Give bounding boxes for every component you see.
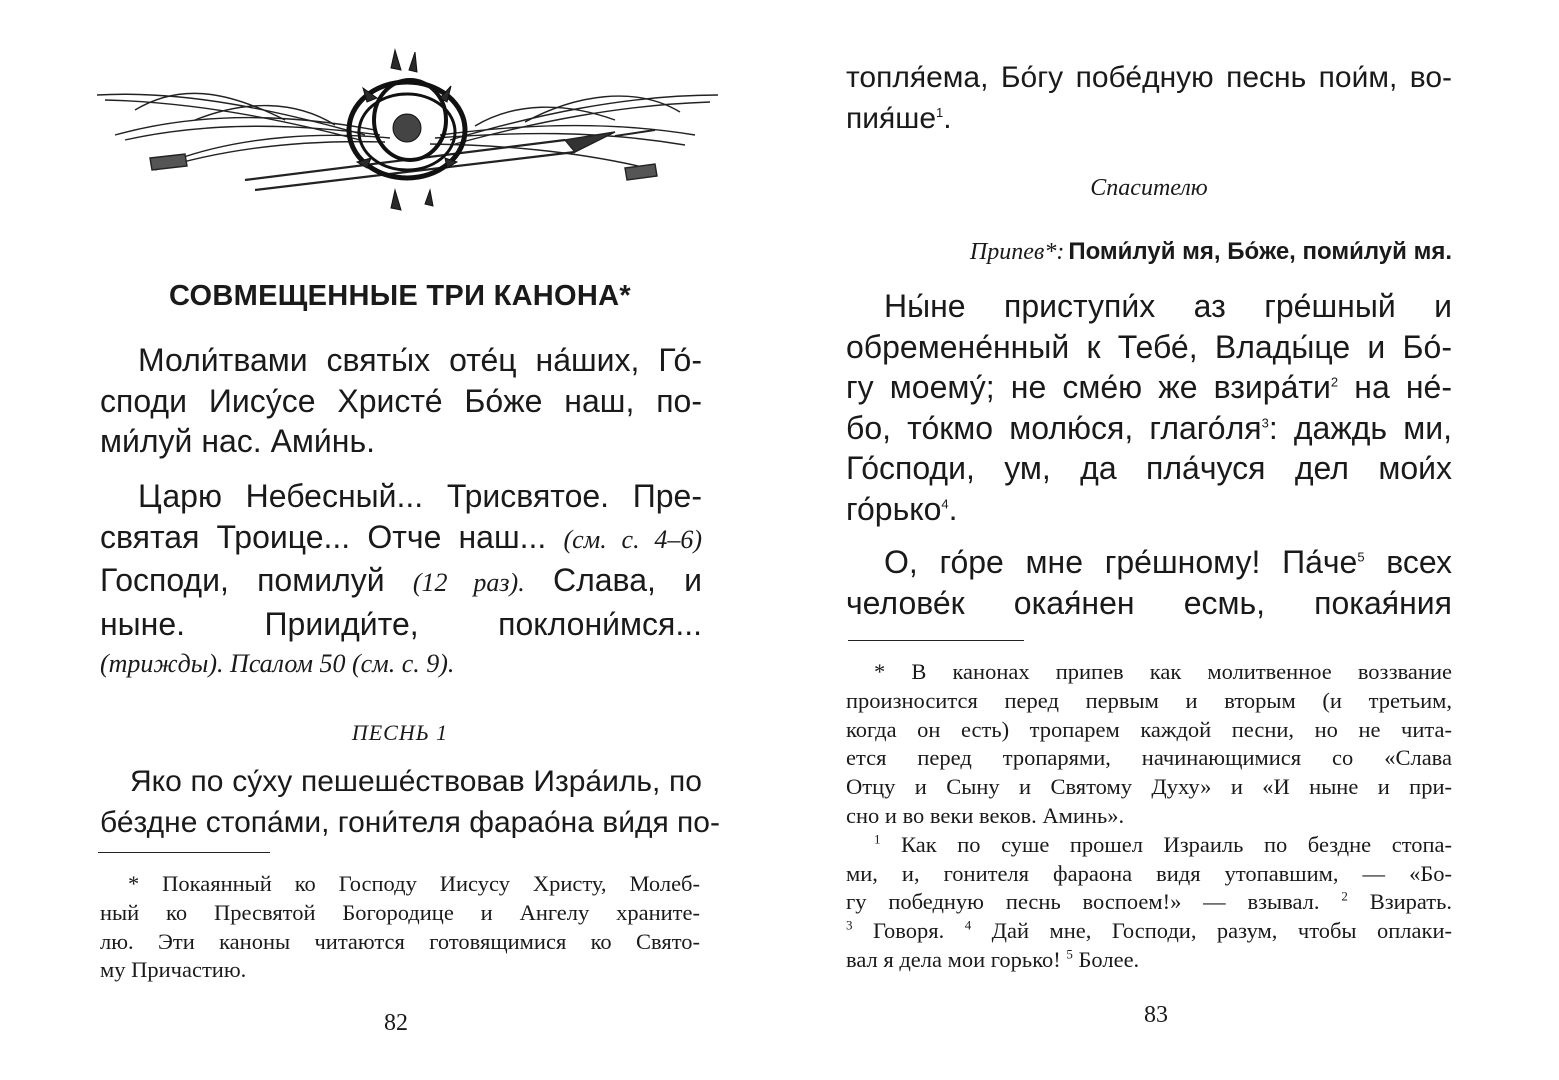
footnote bbox=[100, 870, 700, 985]
text-line: топля́ема, Бо́гу побе́дную песнь пои́м, во- bbox=[846, 61, 1452, 94]
footnote-line: лю. Эти каноны читаются готовящимися ко Свято- bbox=[100, 928, 700, 954]
text-span: го́рько bbox=[846, 490, 942, 527]
text-line bbox=[846, 542, 1452, 583]
refrain-text: Поми́луй мя, Бо́же, поми́луй мя. bbox=[1068, 238, 1452, 265]
footnote-line bbox=[846, 888, 1452, 917]
text-span: Как по суше прошел Израиль по бездне стопа- bbox=[880, 831, 1452, 857]
ornament-crown-of-thorns-illustration bbox=[95, 40, 720, 215]
text-span: Господи, помилуй bbox=[100, 562, 385, 598]
text-line: Ны́не приступи́х аз гре́шный и bbox=[884, 288, 1452, 324]
text-span: на не́- bbox=[1338, 369, 1452, 405]
section-heading: Спасителю bbox=[1090, 175, 1208, 201]
refrain-label: Припев*: bbox=[969, 239, 1065, 265]
text-span: Дай мне, Господи, разум, чтобы оплаки- bbox=[971, 918, 1452, 944]
footnote-line bbox=[846, 917, 1452, 946]
text-span: : даждь ми, bbox=[1268, 409, 1453, 446]
text-line bbox=[846, 99, 1452, 140]
canon-title: СОВМЕЩЕННЫЕ ТРИ КАНОНА* bbox=[169, 280, 631, 312]
text-line: Царю Небесный... Трисвятое. Пре- bbox=[138, 478, 702, 514]
troparion-2 bbox=[846, 542, 1452, 623]
footnote-marker: 3 bbox=[846, 917, 853, 933]
text-span: Более. bbox=[1072, 946, 1140, 972]
footnote-marker: 2 bbox=[1341, 888, 1348, 904]
footnote-line: ми, и, гонителя фараона видя утопавшим, — «Бо- bbox=[846, 860, 1452, 886]
text-span: вал я дела мои горько! bbox=[846, 946, 1061, 972]
footnote-line: сно и во веки веков. Аминь». bbox=[846, 802, 1125, 828]
text-line: Моли́твами святы́х оте́ц на́ших, Го́- bbox=[138, 342, 702, 378]
text-span: пия́ше bbox=[846, 101, 936, 135]
footnote-divider bbox=[98, 852, 270, 853]
text-span: Говоря. bbox=[852, 918, 945, 944]
text-span: гу моему́; не сме́ю же взира́ти bbox=[846, 369, 1331, 405]
footnotes bbox=[846, 658, 1452, 975]
preliminary-prayers bbox=[100, 476, 702, 685]
text-span: всех bbox=[1364, 544, 1453, 580]
footnote-marker: 1 bbox=[936, 104, 944, 120]
irmos-text bbox=[100, 762, 720, 843]
text-line: челове́к окая́нен есмь, покая́ния bbox=[846, 584, 1452, 621]
footnote-marker: 4 bbox=[941, 495, 949, 511]
footnote-line: Отцу и Сыну и Святому Духу» и «И ныне и при- bbox=[846, 774, 1452, 800]
text-span: гу победную песнь воспоем!» — взывал. bbox=[846, 889, 1320, 915]
text-span: О, го́ре мне гре́шному! Па́че bbox=[884, 544, 1358, 580]
troparion-1 bbox=[846, 286, 1452, 529]
footnote-line: ный ко Пресвятой Богородице и Ангелу храните- bbox=[100, 899, 700, 925]
text-span: бо, то́кмо молю́ся, глаго́ля bbox=[846, 409, 1262, 446]
footnote-marker: 3 bbox=[1261, 414, 1269, 430]
footnote-divider bbox=[848, 640, 1024, 641]
footnote-line: * Покаянный ко Господу Иисусу Христу, Молеб- bbox=[128, 871, 700, 896]
rubric-line: (трижды). Псалом 50 (см. с. 9). bbox=[100, 649, 455, 678]
irmos-continuation bbox=[846, 58, 1452, 139]
text-line: ныне. Прииди́те, поклони́мся... bbox=[100, 605, 702, 642]
page-number: 82 bbox=[384, 1010, 408, 1036]
text-line bbox=[846, 489, 1452, 530]
page-number: 83 bbox=[1144, 1002, 1168, 1028]
text-line: обремене́нный к Тебе́, Влады́це и Бо́- bbox=[846, 328, 1452, 365]
song-heading: ПЕСНЬ 1 bbox=[351, 720, 449, 745]
text-line bbox=[100, 517, 702, 561]
footnote-line: ется перед тропарями, начинающимися со «Слава bbox=[846, 745, 1452, 771]
footnote-line: произносится перед первым и вторым (и третьим, bbox=[846, 687, 1452, 713]
text-line bbox=[846, 367, 1452, 408]
footnote-line bbox=[846, 946, 1452, 975]
footnote-marker: 5 bbox=[1357, 549, 1365, 565]
footnote-marker: 4 bbox=[964, 917, 972, 933]
footnote-marker: 5 bbox=[1066, 946, 1073, 962]
footnote-line bbox=[846, 831, 1452, 860]
footnote-line: му Причастию. bbox=[100, 957, 247, 983]
right-page bbox=[780, 0, 1559, 1080]
refrain-line bbox=[846, 238, 1452, 266]
footnote-line: когда он есть) тропарем каждой песни, но не чита- bbox=[846, 716, 1452, 742]
footnote-marker: 2 bbox=[1330, 374, 1339, 390]
text-span: святая Троице... Отче наш... bbox=[100, 518, 547, 555]
page-reference: (см. с. 4–6) bbox=[563, 524, 702, 554]
repeat-instruction: (12 раз). bbox=[412, 568, 525, 597]
text-span: Слава, и bbox=[552, 562, 702, 598]
footnote-marker: 1 bbox=[874, 831, 881, 847]
text-line bbox=[100, 560, 702, 604]
opening-prayer bbox=[100, 340, 702, 462]
text-span: . bbox=[948, 490, 958, 527]
text-line: Яко по су́ху пешеше́ствовав Изра́иль, по bbox=[130, 765, 702, 798]
text-span: Взирать. bbox=[1347, 889, 1453, 915]
text-span: . bbox=[943, 101, 952, 135]
text-line: бе́здне стопа́ми, гони́теля фарао́на ви́дя по- bbox=[100, 805, 720, 839]
footnote-line: * В канонах припев как молитвенное воззвание bbox=[874, 659, 1452, 684]
text-line: споди Иису́се Христе́ Бо́же наш, по- bbox=[100, 382, 702, 419]
text-line bbox=[846, 408, 1452, 449]
text-line: Го́споди, ум, да пла́чуся дел мои́х bbox=[846, 450, 1452, 486]
text-line: ми́луй нас. Ами́нь. bbox=[100, 423, 376, 459]
